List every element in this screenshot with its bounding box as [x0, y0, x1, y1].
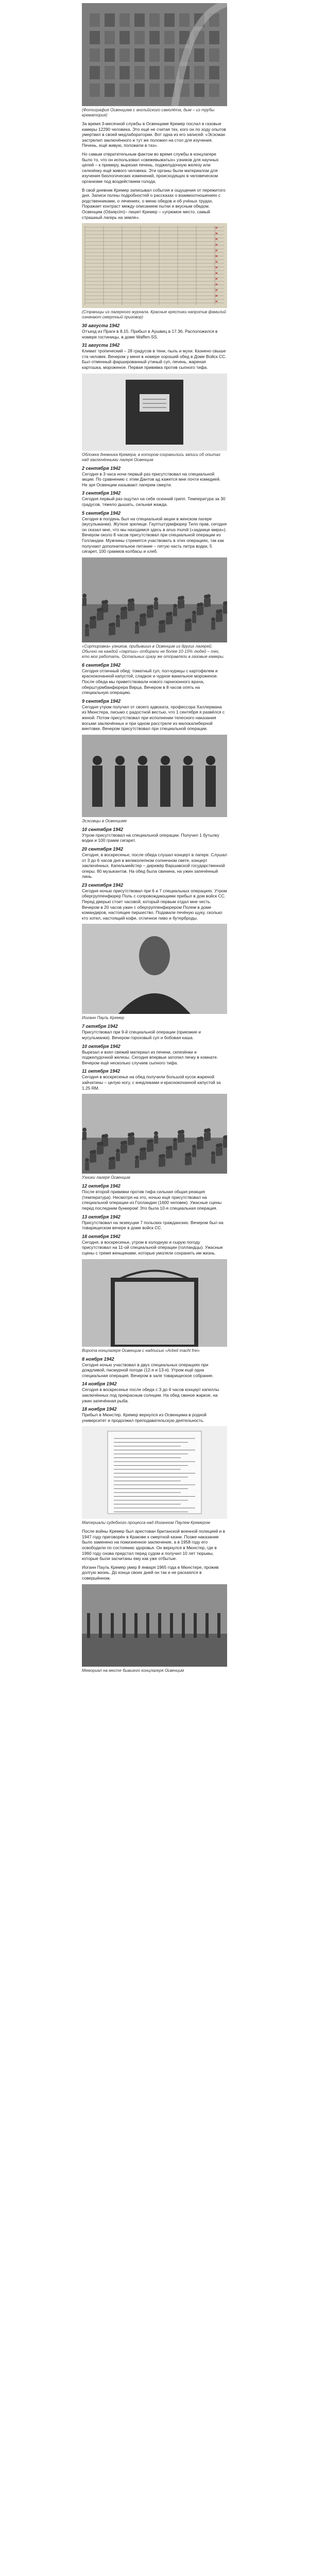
photo-caption: Материалы судебного процесса над Иоганном Паулем Кремером	[82, 1520, 211, 1526]
diary-date: 2 сентября 1942	[82, 465, 121, 471]
article-paragraph: Сегодня ночью присутствовал при 6 и 7 специальных операциях. Утром обергруппенфюрер Поль с сопровождающими прибыл в дом войск СС. Перед дверью стоит часовой, который первым отдал мне честь. Вечером в 20 часов ужин с обергруппенфюрером Полем в доме командиров, настоящее пиршество. Подавали печёную щуку, сколько кто хотел, настоящий кофе, отличное пиво и бутерброды.	[82, 888, 227, 921]
article-column	[82, 0, 227, 1673]
article-paragraph: Сегодня утром получил от своего адвоката, профессора Халлермана из Мюнстера, письмо с радостной вестью, что 1 сентября я развёлся с женой. Потом присутствовал при исполнении телесного наказания восьми заключённых и при одном расстреле из малокалиберной винтовки. Вечером присутствовал при специальной операции.	[82, 704, 225, 732]
article-paragraph: Но самым отвратительным фактом во время службы в концлагере было то, что он использовал «свежевыжатых» узников для научных целей – к примеру, вырезая печень, поджелудочную железу или селезёнку ещё живого человека. Эти органы были материалом для изучения биологических изменений, происходящих в человеческом организме под воздействием голода.	[82, 151, 219, 184]
article-paragraph: Отъезд из Праги в 8.15. Прибыл в Аушвиц в 17.36. Расположился в номере гостиницы, в доме Waffen-SS.	[82, 329, 218, 340]
diary-date: 10 сентября 1942	[82, 826, 124, 832]
photo-artwork	[82, 3, 227, 106]
photo-caption: Узники лагеря Освенцим	[82, 1175, 130, 1180]
article-paragraph: Сегодня в полдень был на специальной акции в женском лагере (мусульманки). Жуткое зрелище. Гауптштурмфюрер Тило прав, сегодня он сказал мне, что мы находимся здесь в anus mundi («заднице мира»). Вечером около 8 часов присутствовал при специальной операции из Голландии. Мужчины стремятся участвовать в этих операциях, так как получают дополнительное питание – пятую часть литра водки, 5 сигарет, 100 граммов колбасы и хлеб.	[82, 516, 227, 554]
svg-text:✕: ✕	[215, 237, 218, 242]
photo-artwork	[82, 924, 227, 1014]
prisoner-register-photo	[82, 223, 227, 308]
kremer-diary-cover-photo	[82, 374, 227, 451]
article-paragraph: Прибыл в Мюнстер. Кремер вернулся из Освенцима в родной университет и продолжил преподавательскую деятельность.	[82, 1412, 207, 1423]
diary-date: 14 ноября 1942	[82, 1381, 117, 1387]
article-paragraph: Присутствовал при 9-й специальной операции (приезжие и мусульманки). Вечером гороховый суп и бобовая каша.	[82, 1029, 201, 1041]
svg-text:✕: ✕	[215, 294, 218, 299]
photo-artwork	[82, 1094, 227, 1174]
svg-text:✕: ✕	[215, 288, 218, 293]
photo-caption: Иоганн Пауль Кремер	[82, 1015, 125, 1021]
diary-date: 13 октября 1942	[82, 1214, 121, 1219]
article-paragraph: Климат тропический – 28 градусов в тени, пыль и мухи. Казнено свыше ста человек. Вечером у меня в номере хороший обед в Доме Войск СС. Был отменный фаршированный утиный суп, печень, жареная картошка, мороженое. Первая прививка против сыпного тифа.	[82, 348, 227, 370]
photo-artwork	[82, 735, 227, 817]
svg-text:✕: ✕	[215, 243, 218, 248]
photo-artwork	[82, 557, 227, 642]
photo-caption: Обложка дневника Кремера, в котором сохранились записи об опытах над заключёнными лагеря Освенцим	[82, 452, 220, 462]
memorial-photo	[82, 1584, 227, 1667]
selection-ramp-photo	[82, 557, 227, 642]
diary-date: 7 октября 1942	[82, 1024, 118, 1029]
photo-caption: Эсэсовцы в Освенциме	[82, 818, 127, 823]
photo-artwork	[82, 223, 227, 308]
article-paragraph: Сегодня в воскресенье на обед получили большой кусок жареной зайчатины – целую ногу, с кнедликами и краснокочанной капустой за 1.25 RM.	[82, 1074, 221, 1091]
photo-caption: Ворота концлагеря Освенцим с надписью «Arbeit macht frei»	[82, 1348, 200, 1353]
svg-text:✕: ✕	[215, 299, 218, 304]
diary-date: 11 октября 1942	[82, 1069, 121, 1074]
diary-date: 5 сентября 1942	[82, 510, 121, 516]
diary-date: 6 сентября 1942	[82, 662, 121, 668]
article-paragraph: Сегодня ночью участвовал в двух специальных операциях при дождливой, пасмурной погоде (12-я и 13-я). Утром ещё одна специальная операция. Вечером в зале товарищеское собрание.	[82, 1362, 214, 1378]
article-paragraph: Присутствовал на экзекуции 7 польских гражданских. Вечером был на товарищеском вечере в доме войск СС.	[82, 1219, 224, 1231]
article-paragraph: Сегодня отличный обед: томатный суп, пол-курицы с картофелем и краснокочанной капустой, сладкое и чудное ванильное мороженое. После обеда мы приветствовали нового гарнизонного врача, оберштурмбанфюрера Вирца. Вечером в 8 часов опять на специальную операцию.	[82, 668, 218, 696]
article-paragraph: Утром присутствовал на специальной операции. Получил 1 бутылку водки и 100 грамм сигарет.	[82, 832, 219, 843]
article-paragraph: За время 3-месячной службы в Освенциме Кремер послал в газовые камеры 12290 человека. Это ещё не считая тех, кого он по ходу опытов умертвил в своей медлаборатории. Вот одна из его записей: «Эсэсман застрелил заключённого и тут же положил на стол для изучения. Печень, ещё живую, положили в таз».	[82, 121, 226, 148]
diary-date: 10 октября 1942	[82, 1043, 121, 1049]
svg-text:✕: ✕	[215, 271, 218, 276]
svg-text:✕: ✕	[215, 265, 218, 270]
photo-artwork	[82, 1259, 227, 1347]
camp-children-photo	[82, 1094, 227, 1174]
article-paragraph: Сегодня в 3 часа ночи первый раз присутствовал на специальной акции. По сравнению с этим Дантов ад кажется мне почти комедией. Не зря Освенцим называют лагерем смерти.	[82, 471, 221, 487]
diary-date: 18 ноября 1942	[82, 1406, 117, 1412]
auschwitz-aerial-photo	[82, 3, 227, 106]
trial-document-photo	[82, 1426, 227, 1519]
svg-text:✕: ✕	[215, 231, 218, 236]
article-paragraph: Иоганн Пауль Кремер умер 8 января 1965 года в Мюнстере, прожив долгую жизнь. До конца своих дней он так и не раскаялся в совершённом.	[82, 1564, 219, 1581]
photo-caption: «Сортировка» узников, прибывших в Освенцим из других лагерей. Обычно на каждой «партии» отбирали не более 10-15% людей – тех, кто мог работать. Остальных сразу же отправляли в газовые камеры.	[82, 643, 225, 659]
article-paragraph: После войны Кремер был арестован британской военной полицией и в 1947 году приговорён в Кракове к смертной казни. Позже наказание было заменено на пожизненное заключение, а в 1958 году его освободили по состоянию здоровья. Он вернулся в Мюнстер, где в 1960 году снова предстал перед судом и получил 10 лет тюрьмы, которые были засчитаны ему как уже отбытые.	[82, 1529, 226, 1562]
photo-artwork	[82, 1584, 227, 1667]
diary-date: 20 сентября 1942	[82, 846, 124, 852]
svg-text:✕: ✕	[215, 248, 218, 253]
photo-caption: Мемориал на месте бывшего концлагеря Освенцим	[82, 1668, 184, 1673]
diary-date: 31 августа 1942	[82, 343, 120, 348]
diary-date: 18 октября 1942	[82, 1233, 121, 1239]
svg-text:✕: ✕	[215, 282, 218, 287]
photo-artwork	[82, 374, 227, 451]
svg-text:✕: ✕	[215, 277, 218, 282]
article-paragraph: Сегодня первый раз ощутил на себе осенний грипп. Температура за 30 градусов, тяжело дышать, сильная жажда.	[82, 496, 226, 507]
diary-date: 3 сентября 1942	[82, 490, 121, 496]
svg-text:✕: ✕	[215, 226, 218, 231]
kremer-portrait-photo	[82, 924, 227, 1014]
svg-text:✕: ✕	[215, 254, 218, 259]
diary-date: 8 ноября 1942	[82, 1356, 114, 1362]
camp-gate-photo	[82, 1259, 227, 1347]
article-paragraph: Сегодня в воскресенье после обеда с 3 до 4 часов концерт капеллы заключённых под прекрасным солнцем. На обед свиное жаркое, на ужин запечённая рыба.	[82, 1387, 219, 1403]
diary-date: 12 октября 1942	[82, 1183, 121, 1189]
diary-date: 23 сентября 1942	[82, 882, 124, 888]
article-paragraph: В свой дневник Кремер записывал события и ощущения от пережитого дня. Записи полны подробностей о рассказах о взаимоотношениях с родственниками, о лечениях, о меню обедов и об учёных трудах. Поражает контраст между описанием пытки и вкусным обедом. Освенцим (Oświęcim)– пишет Кремер – «угрюмое место, самый страшный лагерь на земле».	[82, 187, 226, 220]
diary-date: 30 августа 1942	[82, 323, 120, 329]
article-paragraph: Сегодня, в воскресенье, утром в холодную и сырую погоду присутствовал на 11-ой специальной операции (голландцы). Ужасные сцены с тремя женщинами, которые умоляли сохранить им жизнь.	[82, 1239, 223, 1256]
article-paragraph: Сегодня, в воскресенье, после обеда слушал концерт в лагере. Слушал от 3 до 6 часов дня в великолепном солнечном свете, концерт заключённых. Капельмейстер – дирижёр Варшавской государственной оперы. 80 музыкантов. На обед была свинина, на ужин запечённый линь.	[82, 852, 227, 879]
photo-caption: (Фотография Освенцима с английского самолёта, дым – из трубы крематория)	[82, 108, 215, 117]
article-paragraph: Вырезал и взял свежий материал из печени, селезёнки и поджелудочной железы. Сегодня впервые затопил печку в комнате. Вечером ещё несколько случаев сыпного тифа.	[82, 1049, 218, 1065]
diary-date: 9 сентября 1942	[82, 698, 121, 704]
article-paragraph: После второй прививки против тифа сильная общая реакция (температура). Несмотря на это, ночью ещё присутствовал на специальной операции из Голландии (1600 человек). Ужасные сцены перед последним бункером! Это была 10-я специальная операция.	[82, 1189, 222, 1211]
ss-guards-photo	[82, 735, 227, 817]
photo-caption: (Страницы из лагерного журнала. Красные крестики напротив фамилий означают смертный приговор)	[82, 310, 226, 320]
svg-text:✕: ✕	[215, 260, 218, 265]
photo-artwork	[82, 1426, 227, 1519]
